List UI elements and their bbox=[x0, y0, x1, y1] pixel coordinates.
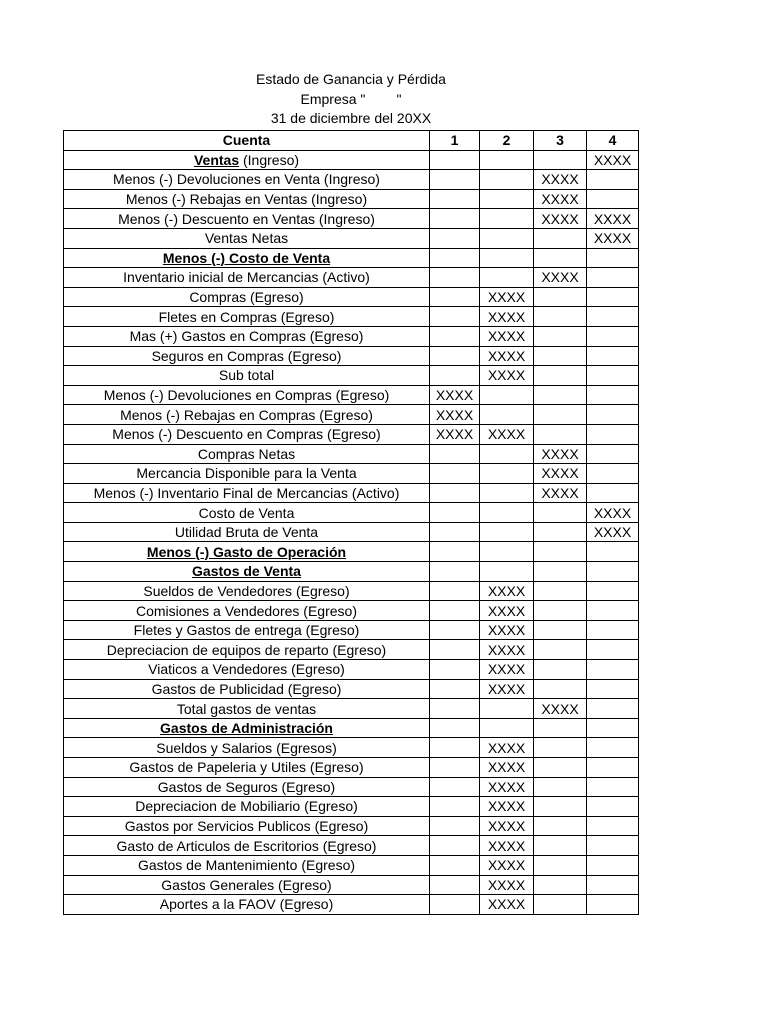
amount-cell-col-4 bbox=[587, 660, 639, 680]
amount-cell-col-2 bbox=[480, 248, 534, 268]
amount-cell-col-2: XXXX bbox=[480, 424, 534, 444]
amount-cell-col-4 bbox=[587, 855, 639, 875]
amount-cell-col-2 bbox=[480, 385, 534, 405]
amount-cell-col-4 bbox=[587, 326, 639, 346]
amount-cell-col-1 bbox=[430, 228, 480, 248]
report-title: Estado de Ganancia y Pérdida bbox=[256, 71, 446, 87]
amount-cell-col-2: XXXX bbox=[480, 875, 534, 895]
section-heading: Ventas bbox=[193, 151, 240, 168]
amount-cell-col-1 bbox=[430, 483, 480, 503]
account-label: Comisiones a Vendedores (Egreso) bbox=[64, 601, 430, 621]
table-row bbox=[64, 228, 639, 248]
amount-cell-col-1 bbox=[430, 738, 480, 758]
section-heading-suffix: (Ingreso) bbox=[239, 151, 300, 168]
amount-cell-col-4 bbox=[587, 816, 639, 836]
amount-cell-col-4 bbox=[587, 797, 639, 817]
account-label: Compras (Egreso) bbox=[64, 287, 430, 307]
amount-cell-col-2 bbox=[480, 268, 534, 288]
amount-cell-col-4 bbox=[587, 562, 639, 582]
column-header-1: 1 bbox=[430, 131, 480, 151]
amount-cell-col-4 bbox=[587, 346, 639, 366]
amount-cell-col-4 bbox=[587, 189, 639, 209]
amount-cell-col-2 bbox=[480, 562, 534, 582]
amount-cell-col-1 bbox=[430, 797, 480, 817]
amount-cell-col-4 bbox=[587, 464, 639, 484]
amount-cell-col-3 bbox=[534, 307, 587, 327]
account-label: Fletes y Gastos de entrega (Egreso) bbox=[64, 620, 430, 640]
account-label: Mercancia Disponible para la Venta bbox=[64, 464, 430, 484]
amount-cell-col-4 bbox=[587, 424, 639, 444]
amount-cell-col-1 bbox=[430, 150, 480, 170]
amount-cell-col-4 bbox=[587, 895, 639, 915]
amount-cell-col-2 bbox=[480, 718, 534, 738]
table-row bbox=[64, 522, 639, 542]
account-label: Viaticos a Vendedores (Egreso) bbox=[64, 660, 430, 680]
column-header-4: 4 bbox=[587, 131, 639, 151]
amount-cell-col-3 bbox=[534, 855, 587, 875]
table-row bbox=[64, 405, 639, 425]
table-row bbox=[64, 248, 639, 268]
amount-cell-col-1 bbox=[430, 875, 480, 895]
amount-cell-col-3 bbox=[534, 228, 587, 248]
amount-cell-col-4 bbox=[587, 170, 639, 190]
account-label: Sueldos y Salarios (Egresos) bbox=[64, 738, 430, 758]
amount-cell-col-4 bbox=[587, 601, 639, 621]
amount-cell-col-2: XXXX bbox=[480, 346, 534, 366]
account-label: Menos (-) Descuento en Compras (Egreso) bbox=[64, 424, 430, 444]
account-label: Menos (-) Rebajas en Ventas (Ingreso) bbox=[64, 189, 430, 209]
amount-cell-col-4: XXXX bbox=[587, 503, 639, 523]
amount-cell-col-1 bbox=[430, 640, 480, 660]
table-row bbox=[64, 758, 639, 778]
amount-cell-col-3 bbox=[534, 287, 587, 307]
table-row bbox=[64, 875, 639, 895]
table-row bbox=[64, 150, 639, 170]
amount-cell-col-2: XXXX bbox=[480, 797, 534, 817]
account-label: Gastos por Servicios Publicos (Egreso) bbox=[64, 816, 430, 836]
account-label: Mas (+) Gastos en Compras (Egreso) bbox=[64, 326, 430, 346]
amount-cell-col-3 bbox=[534, 503, 587, 523]
amount-cell-col-1 bbox=[430, 601, 480, 621]
amount-cell-col-4: XXXX bbox=[587, 150, 639, 170]
account-label: Compras Netas bbox=[64, 444, 430, 464]
amount-cell-col-2 bbox=[480, 503, 534, 523]
amount-cell-col-3: XXXX bbox=[534, 444, 587, 464]
amount-cell-col-2: XXXX bbox=[480, 758, 534, 778]
amount-cell-col-4: XXXX bbox=[587, 209, 639, 229]
table-header-row bbox=[64, 131, 639, 151]
amount-cell-col-3 bbox=[534, 679, 587, 699]
amount-cell-col-3: XXXX bbox=[534, 483, 587, 503]
amount-cell-col-2: XXXX bbox=[480, 601, 534, 621]
amount-cell-col-2: XXXX bbox=[480, 777, 534, 797]
account-label: Aportes a la FAOV (Egreso) bbox=[64, 895, 430, 915]
amount-cell-col-2: XXXX bbox=[480, 307, 534, 327]
table-row bbox=[64, 464, 639, 484]
amount-cell-col-1 bbox=[430, 836, 480, 856]
amount-cell-col-4 bbox=[587, 620, 639, 640]
amount-cell-col-4 bbox=[587, 307, 639, 327]
amount-cell-col-1 bbox=[430, 542, 480, 562]
table-row bbox=[64, 855, 639, 875]
amount-cell-col-1 bbox=[430, 758, 480, 778]
amount-cell-col-4 bbox=[587, 836, 639, 856]
amount-cell-col-1 bbox=[430, 562, 480, 582]
amount-cell-col-4 bbox=[587, 718, 639, 738]
table-row bbox=[64, 424, 639, 444]
amount-cell-col-3 bbox=[534, 797, 587, 817]
account-label: Gastos de Publicidad (Egreso) bbox=[64, 679, 430, 699]
account-label: Menos (-) Devoluciones en Venta (Ingreso) bbox=[64, 170, 430, 190]
table-row bbox=[64, 895, 639, 915]
account-label: Utilidad Bruta de Venta bbox=[64, 522, 430, 542]
table-row bbox=[64, 620, 639, 640]
amount-cell-col-2: XXXX bbox=[480, 581, 534, 601]
amount-cell-col-1 bbox=[430, 366, 480, 386]
amount-cell-col-1: XXXX bbox=[430, 385, 480, 405]
amount-cell-col-2: XXXX bbox=[480, 620, 534, 640]
amount-cell-col-2 bbox=[480, 522, 534, 542]
account-label: Menos (-) Rebajas en Compras (Egreso) bbox=[64, 405, 430, 425]
company-name: Empresa " " bbox=[300, 90, 402, 107]
table-row bbox=[64, 346, 639, 366]
amount-cell-col-3 bbox=[534, 758, 587, 778]
section-heading: Menos (-) Gasto de Operación bbox=[146, 543, 347, 560]
amount-cell-col-1 bbox=[430, 444, 480, 464]
amount-cell-col-2: XXXX bbox=[480, 640, 534, 660]
amount-cell-col-3: XXXX bbox=[534, 209, 587, 229]
amount-cell-col-1 bbox=[430, 287, 480, 307]
table-row bbox=[64, 326, 639, 346]
account-label: Sueldos de Vendedores (Egreso) bbox=[64, 581, 430, 601]
amount-cell-col-2: XXXX bbox=[480, 326, 534, 346]
account-label: Menos (-) Descuento en Ventas (Ingreso) bbox=[64, 209, 430, 229]
account-label: Seguros en Compras (Egreso) bbox=[64, 346, 430, 366]
account-label: Gastos de Seguros (Egreso) bbox=[64, 777, 430, 797]
table-row bbox=[64, 503, 639, 523]
amount-cell-col-3 bbox=[534, 738, 587, 758]
account-label bbox=[64, 542, 430, 562]
amount-cell-col-2 bbox=[480, 189, 534, 209]
amount-cell-col-1 bbox=[430, 170, 480, 190]
account-label: Gasto de Articulos de Escritorios (Egreso) bbox=[64, 836, 430, 856]
amount-cell-col-2 bbox=[480, 170, 534, 190]
amount-cell-col-3 bbox=[534, 777, 587, 797]
account-label bbox=[64, 248, 430, 268]
amount-cell-col-1 bbox=[430, 777, 480, 797]
amount-cell-col-3 bbox=[534, 522, 587, 542]
amount-cell-col-2 bbox=[480, 209, 534, 229]
amount-cell-col-2 bbox=[480, 464, 534, 484]
amount-cell-col-3 bbox=[534, 424, 587, 444]
amount-cell-col-3 bbox=[534, 346, 587, 366]
amount-cell-col-4 bbox=[587, 758, 639, 778]
amount-cell-col-2 bbox=[480, 405, 534, 425]
report-date: 31 de diciembre del 20XX bbox=[270, 110, 432, 126]
amount-cell-col-4 bbox=[587, 483, 639, 503]
amount-cell-col-1 bbox=[430, 581, 480, 601]
account-label bbox=[64, 718, 430, 738]
amount-cell-col-4 bbox=[587, 385, 639, 405]
amount-cell-col-3: XXXX bbox=[534, 464, 587, 484]
amount-cell-col-3 bbox=[534, 542, 587, 562]
amount-cell-col-3 bbox=[534, 248, 587, 268]
amount-cell-col-4 bbox=[587, 875, 639, 895]
amount-cell-col-4 bbox=[587, 640, 639, 660]
amount-cell-col-1 bbox=[430, 620, 480, 640]
amount-cell-col-3 bbox=[534, 326, 587, 346]
amount-cell-col-3 bbox=[534, 816, 587, 836]
amount-cell-col-3: XXXX bbox=[534, 170, 587, 190]
table-row bbox=[64, 581, 639, 601]
amount-cell-col-1 bbox=[430, 699, 480, 719]
amount-cell-col-1 bbox=[430, 522, 480, 542]
amount-cell-col-4 bbox=[587, 444, 639, 464]
table-row bbox=[64, 660, 639, 680]
amount-cell-col-2 bbox=[480, 699, 534, 719]
table-row bbox=[64, 209, 639, 229]
table-row bbox=[64, 385, 639, 405]
amount-cell-col-1 bbox=[430, 895, 480, 915]
amount-cell-col-4 bbox=[587, 248, 639, 268]
amount-cell-col-1 bbox=[430, 855, 480, 875]
document-header bbox=[64, 70, 638, 129]
amount-cell-col-2: XXXX bbox=[480, 660, 534, 680]
column-header-3: 3 bbox=[534, 131, 587, 151]
amount-cell-col-1 bbox=[430, 679, 480, 699]
amount-cell-col-1 bbox=[430, 268, 480, 288]
amount-cell-col-1: XXXX bbox=[430, 405, 480, 425]
amount-cell-col-3 bbox=[534, 562, 587, 582]
table-row bbox=[64, 542, 639, 562]
amount-cell-col-4 bbox=[587, 542, 639, 562]
amount-cell-col-3 bbox=[534, 660, 587, 680]
table-row bbox=[64, 738, 639, 758]
account-label: Sub total bbox=[64, 366, 430, 386]
column-header-2: 2 bbox=[480, 131, 534, 151]
amount-cell-col-3 bbox=[534, 385, 587, 405]
amount-cell-col-2 bbox=[480, 483, 534, 503]
amount-cell-col-3 bbox=[534, 581, 587, 601]
account-label: Fletes en Compras (Egreso) bbox=[64, 307, 430, 327]
account-label: Menos (-) Inventario Final de Mercancias (Activo) bbox=[64, 483, 430, 503]
table-row bbox=[64, 601, 639, 621]
table-row bbox=[64, 816, 639, 836]
table-row bbox=[64, 679, 639, 699]
income-statement-table bbox=[63, 130, 639, 915]
amount-cell-col-2: XXXX bbox=[480, 855, 534, 875]
amount-cell-col-1 bbox=[430, 248, 480, 268]
amount-cell-col-1 bbox=[430, 307, 480, 327]
amount-cell-col-1 bbox=[430, 464, 480, 484]
amount-cell-col-4 bbox=[587, 738, 639, 758]
amount-cell-col-4 bbox=[587, 777, 639, 797]
account-label: Ventas Netas bbox=[64, 228, 430, 248]
amount-cell-col-4 bbox=[587, 679, 639, 699]
table-row bbox=[64, 170, 639, 190]
table-row bbox=[64, 307, 639, 327]
table-row bbox=[64, 699, 639, 719]
amount-cell-col-3 bbox=[534, 640, 587, 660]
amount-cell-col-2: XXXX bbox=[480, 895, 534, 915]
amount-cell-col-4: XXXX bbox=[587, 228, 639, 248]
section-heading: Gastos de Administración bbox=[160, 720, 333, 737]
table-row bbox=[64, 718, 639, 738]
table-row bbox=[64, 287, 639, 307]
amount-cell-col-3 bbox=[534, 405, 587, 425]
account-label bbox=[64, 150, 430, 170]
amount-cell-col-4 bbox=[587, 581, 639, 601]
table-row bbox=[64, 268, 639, 288]
amount-cell-col-2: XXXX bbox=[480, 287, 534, 307]
table-row bbox=[64, 797, 639, 817]
amount-cell-col-4 bbox=[587, 405, 639, 425]
table-row bbox=[64, 189, 639, 209]
amount-cell-col-1 bbox=[430, 326, 480, 346]
amount-cell-col-1 bbox=[430, 718, 480, 738]
account-label: Menos (-) Devoluciones en Compras (Egreso) bbox=[64, 385, 430, 405]
amount-cell-col-2 bbox=[480, 542, 534, 562]
amount-cell-col-1 bbox=[430, 346, 480, 366]
amount-cell-col-2 bbox=[480, 444, 534, 464]
amount-cell-col-1 bbox=[430, 189, 480, 209]
amount-cell-col-1 bbox=[430, 816, 480, 836]
amount-cell-col-3 bbox=[534, 836, 587, 856]
account-label: Inventario inicial de Mercancias (Activo) bbox=[64, 268, 430, 288]
amount-cell-col-1 bbox=[430, 209, 480, 229]
amount-cell-col-2: XXXX bbox=[480, 738, 534, 758]
account-label bbox=[64, 562, 430, 582]
section-heading: Menos (-) Costo de Venta bbox=[162, 249, 331, 266]
amount-cell-col-3 bbox=[534, 601, 587, 621]
amount-cell-col-3 bbox=[534, 875, 587, 895]
table-row bbox=[64, 366, 639, 386]
amount-cell-col-2: XXXX bbox=[480, 366, 534, 386]
amount-cell-col-1 bbox=[430, 660, 480, 680]
amount-cell-col-3 bbox=[534, 718, 587, 738]
amount-cell-col-4 bbox=[587, 287, 639, 307]
table-row bbox=[64, 444, 639, 464]
amount-cell-col-4 bbox=[587, 699, 639, 719]
account-label: Depreciacion de equipos de reparto (Egreso) bbox=[64, 640, 430, 660]
amount-cell-col-3 bbox=[534, 620, 587, 640]
table-row bbox=[64, 562, 639, 582]
table-row bbox=[64, 777, 639, 797]
table-row bbox=[64, 836, 639, 856]
account-label: Gastos de Papeleria y Utiles (Egreso) bbox=[64, 758, 430, 778]
amount-cell-col-1: XXXX bbox=[430, 424, 480, 444]
account-label: Costo de Venta bbox=[64, 503, 430, 523]
amount-cell-col-2 bbox=[480, 150, 534, 170]
amount-cell-col-4 bbox=[587, 268, 639, 288]
amount-cell-col-2: XXXX bbox=[480, 836, 534, 856]
account-label: Gastos Generales (Egreso) bbox=[64, 875, 430, 895]
amount-cell-col-2 bbox=[480, 228, 534, 248]
account-label: Gastos de Mantenimiento (Egreso) bbox=[64, 855, 430, 875]
table-row bbox=[64, 640, 639, 660]
amount-cell-col-3: XXXX bbox=[534, 699, 587, 719]
amount-cell-col-4 bbox=[587, 366, 639, 386]
amount-cell-col-3: XXXX bbox=[534, 268, 587, 288]
amount-cell-col-2: XXXX bbox=[480, 816, 534, 836]
column-header-cuenta: Cuenta bbox=[64, 131, 430, 151]
account-label: Depreciacion de Mobiliario (Egreso) bbox=[64, 797, 430, 817]
amount-cell-col-3 bbox=[534, 895, 587, 915]
amount-cell-col-2: XXXX bbox=[480, 679, 534, 699]
amount-cell-col-1 bbox=[430, 503, 480, 523]
amount-cell-col-4: XXXX bbox=[587, 522, 639, 542]
amount-cell-col-3 bbox=[534, 150, 587, 170]
amount-cell-col-3: XXXX bbox=[534, 189, 587, 209]
account-label: Total gastos de ventas bbox=[64, 699, 430, 719]
section-heading: Gastos de Venta bbox=[192, 563, 301, 580]
amount-cell-col-3 bbox=[534, 366, 587, 386]
table-row bbox=[64, 483, 639, 503]
